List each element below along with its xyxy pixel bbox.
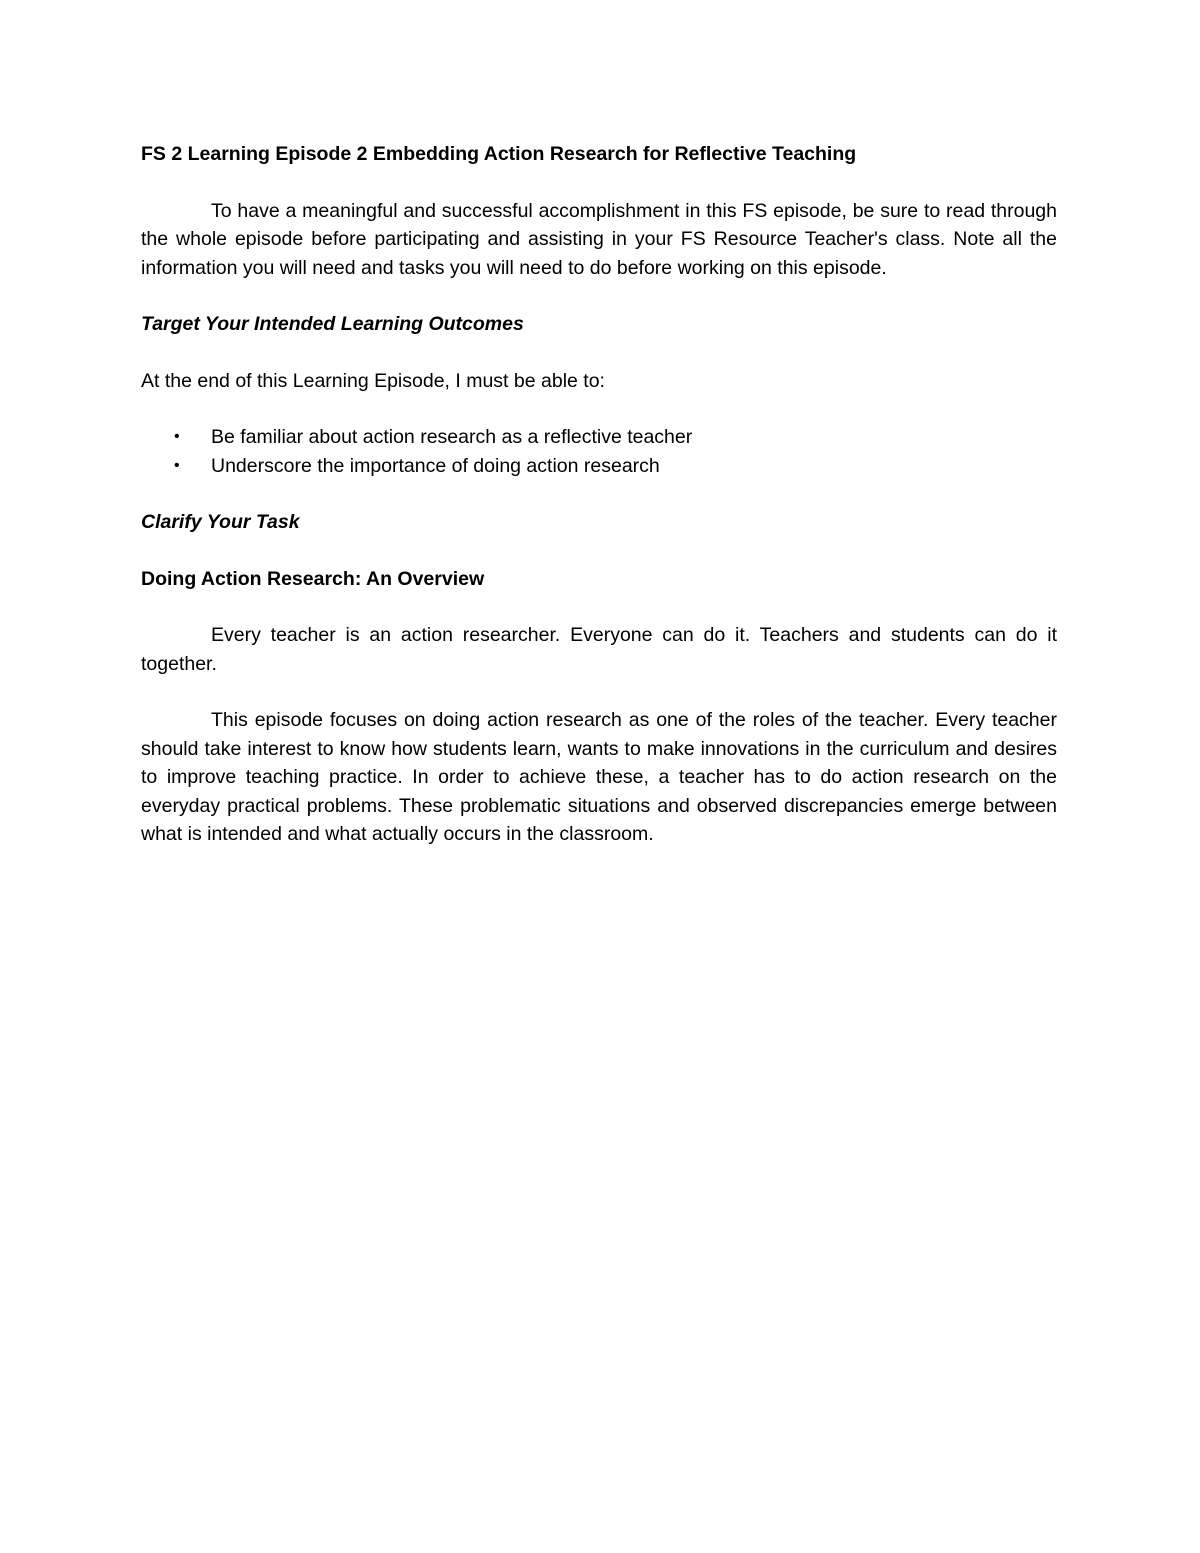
overview-paragraph-1: Every teacher is an action researcher. Everyone can do it. Teachers and students can do it together. bbox=[141, 624, 1057, 675]
outcome-text: Underscore the importance of doing action research bbox=[211, 454, 660, 477]
outcome-item bbox=[141, 423, 1057, 452]
outcome-item bbox=[141, 452, 1057, 481]
outcomes-heading: Target Your Intended Learning Outcomes bbox=[141, 313, 524, 335]
intro-paragraph: To have a meaningful and successful accomplishment in this FS episode, be sure to read through the whole episode before participating and assisting in your FS Resource Teacher's class. Note all the information you will need and tasks you will need to do before working on this episode. bbox=[141, 199, 1057, 279]
outcomes-lead: At the end of this Learning Episode, I must be able to: bbox=[141, 369, 605, 392]
bullet-icon: • bbox=[174, 428, 180, 445]
document-page bbox=[141, 140, 1057, 877]
document-title: FS 2 Learning Episode 2 Embedding Action Research for Reflective Teaching bbox=[141, 143, 857, 165]
overview-heading: Doing Action Research: An Overview bbox=[141, 567, 485, 590]
task-heading: Clarify Your Task bbox=[141, 511, 300, 533]
bullet-icon: • bbox=[174, 456, 180, 474]
outcome-text: Be familiar about action research as a reflective teacher bbox=[211, 426, 693, 448]
outcomes-list bbox=[141, 423, 1057, 480]
overview-paragraph-2: This episode focuses on doing action research as one of the roles of the teacher. Every teacher should take interest to know how students learn, wants to make innovations in the curriculum and desires to improve teaching practice. In order to achieve these, a teacher has to do action research on the everyday practical problems. These problematic situations and observed discrepancies emerge between what is intended and what actually occurs in the classroom. bbox=[141, 709, 1057, 845]
